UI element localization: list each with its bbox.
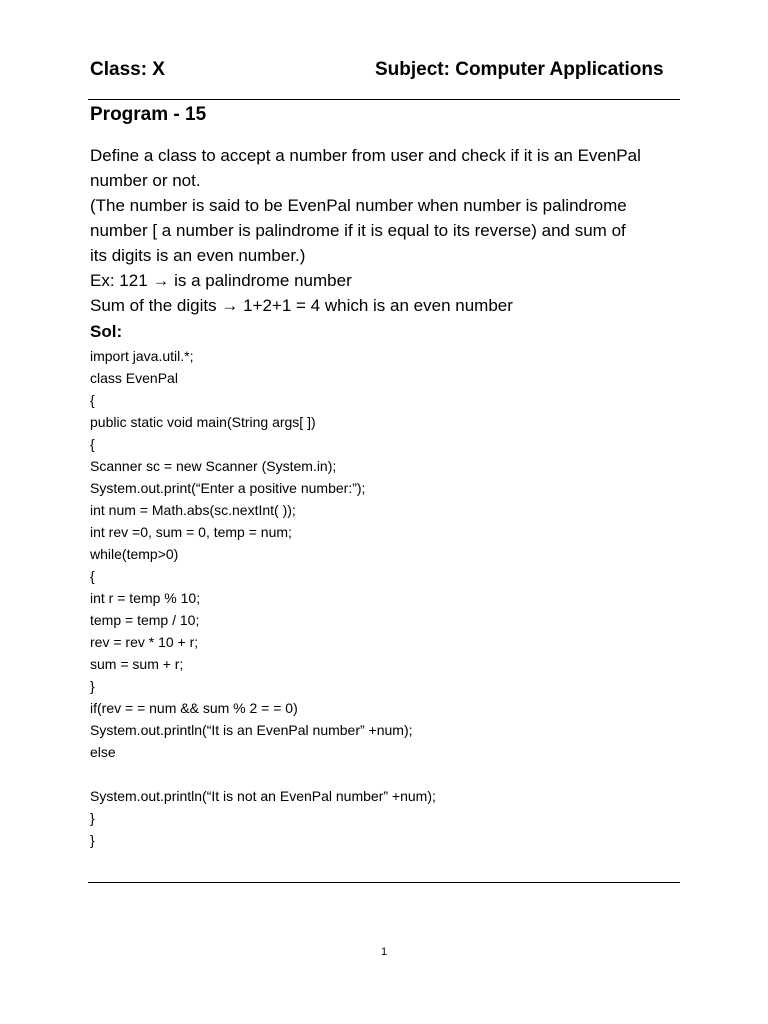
- code-line: }: [90, 810, 95, 826]
- document-header: [90, 56, 680, 86]
- code-line: }: [90, 832, 95, 848]
- code-line: int rev =0, sum = 0, temp = num;: [90, 524, 292, 540]
- code-line: [90, 763, 690, 785]
- example-text: is a palindrome number: [169, 271, 352, 290]
- code-block: [90, 345, 690, 851]
- description-line: its digits is an even number.): [90, 246, 306, 265]
- description-line: number or not.: [90, 171, 201, 190]
- code-line: class EvenPal: [90, 370, 178, 386]
- code-line: System.out.print(“Enter a positive number:”);: [90, 480, 366, 496]
- solution-label: Sol:: [90, 322, 123, 341]
- code-line: Scanner sc = new Scanner (System.in);: [90, 458, 337, 474]
- description-line: Define a class to accept a number from user and check if it is an EvenPal: [90, 146, 641, 165]
- code-line: int r = temp % 10;: [90, 590, 201, 606]
- example-text: Sum of the digits: [90, 296, 222, 315]
- code-line: {: [90, 568, 95, 584]
- code-line: }: [90, 678, 95, 694]
- problem-description: [90, 143, 690, 318]
- code-line: rev = rev * 10 + r;: [90, 634, 199, 650]
- code-line: sum = sum + r;: [90, 656, 184, 672]
- page-number: 1: [380, 946, 388, 958]
- example-text: Ex: 121: [90, 271, 153, 290]
- code-line: while(temp>0): [90, 546, 179, 562]
- example-line: [90, 268, 690, 293]
- code-line: int num = Math.abs(sc.nextInt( ));: [90, 502, 296, 518]
- description-line: (The number is said to be EvenPal number when number is palindrome: [90, 196, 627, 215]
- right-arrow-icon: →: [152, 271, 170, 290]
- example-line: [90, 293, 690, 318]
- footer-divider: [88, 882, 680, 883]
- example-text: 1+2+1 = 4 which is an even number: [238, 296, 513, 315]
- code-line: {: [90, 436, 95, 452]
- header-divider: [88, 99, 680, 100]
- subject-label: Subject: Computer Applications: [375, 59, 664, 80]
- description-line: number [ a number is palindrome if it is equal to its reverse) and sum of: [90, 221, 626, 240]
- code-line: {: [90, 392, 95, 408]
- code-line: else: [90, 744, 116, 760]
- program-title: Program - 15: [90, 104, 207, 125]
- right-arrow-icon: →: [221, 296, 239, 315]
- code-line: temp = temp / 10;: [90, 612, 200, 628]
- code-line: System.out.println(“It is not an EvenPal number” +num);: [90, 788, 436, 804]
- code-line: System.out.println(“It is an EvenPal number” +num);: [90, 722, 413, 738]
- code-line: public static void main(String args[ ]): [90, 414, 316, 430]
- code-line: import java.util.*;: [90, 348, 194, 364]
- class-label: Class: X: [90, 59, 165, 80]
- code-line: if(rev = = num && sum % 2 = = 0): [90, 700, 298, 716]
